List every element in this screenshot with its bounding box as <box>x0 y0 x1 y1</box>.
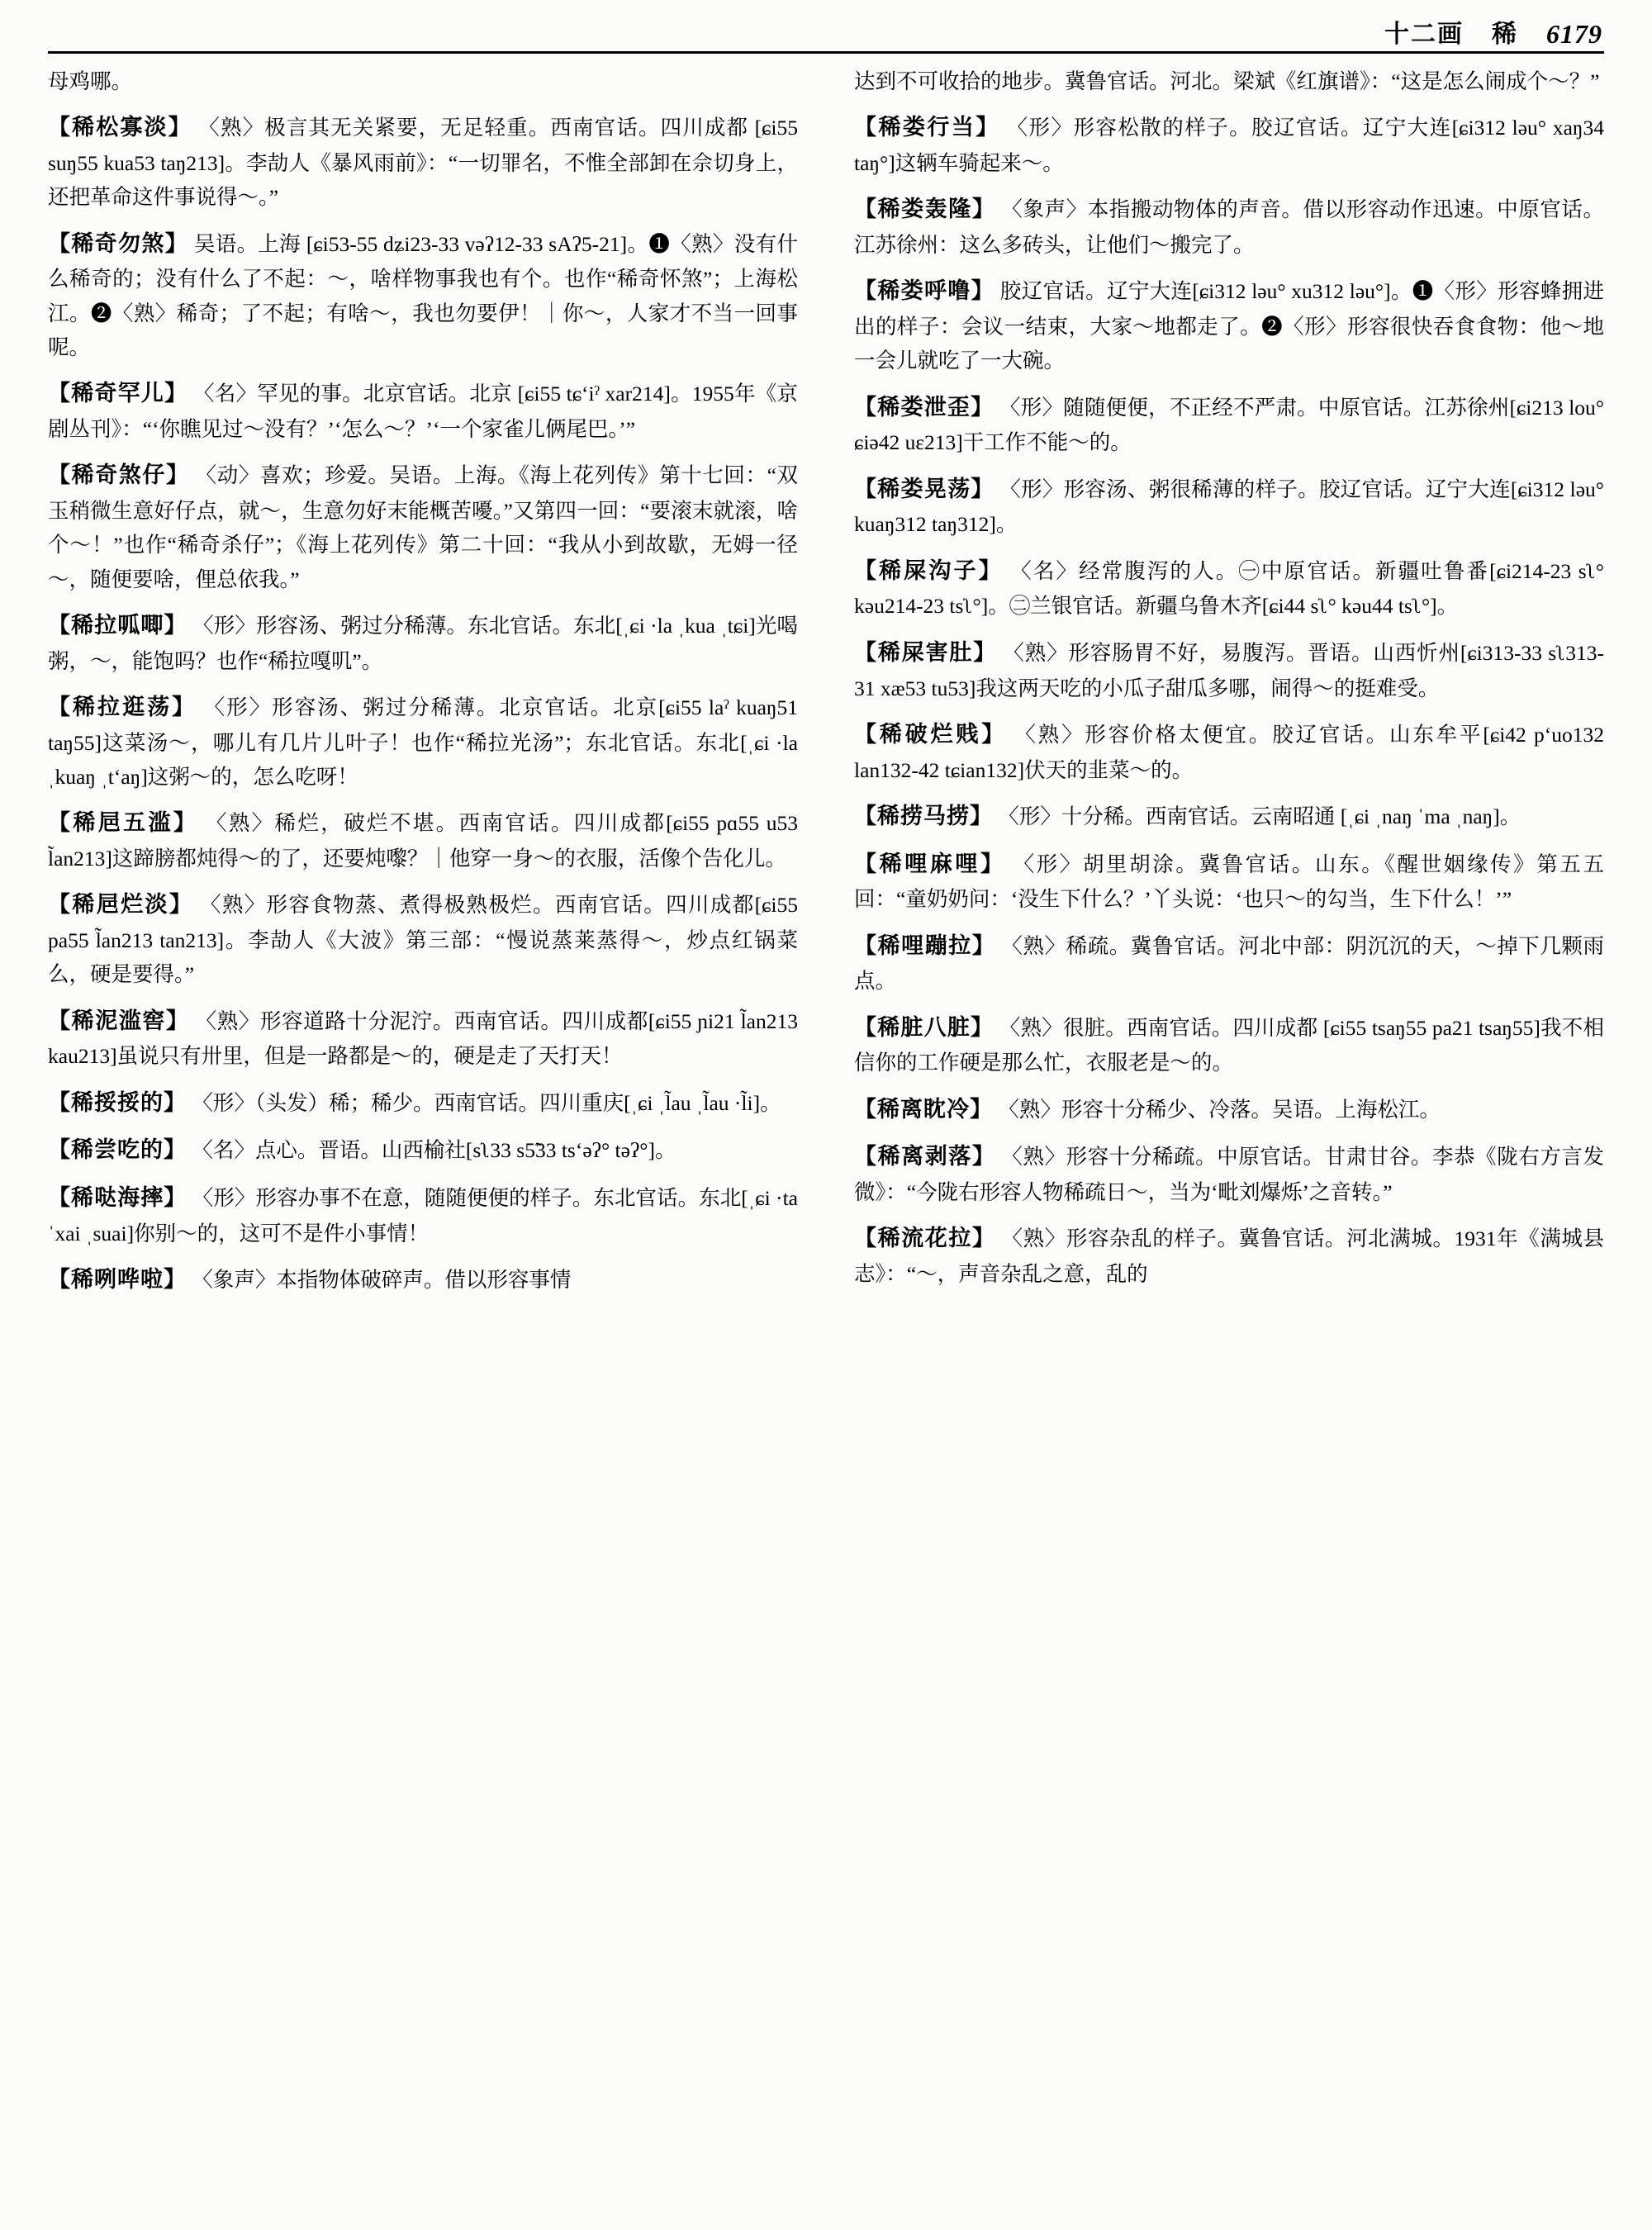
entry-headword: 【稀㞎烂淡】 <box>48 892 194 918</box>
dictionary-entry <box>48 1262 798 1298</box>
dictionary-entry <box>854 928 1604 999</box>
entry-headword: 【稀㞎五滥】 <box>48 810 199 836</box>
entry-headword: 【稀尝吃的】 <box>48 1137 187 1163</box>
dictionary-entry <box>48 1004 798 1074</box>
entry-body: 〈动〉喜欢；珍爱。吴语。上海。《海上花列传》第十七回：“双玉稍微生意好仔点，就～，生意勿好末能概苦嚘。”又第四一回：“要滚末就滚，啥个～！”也作“稀奇杀仔”；《海上花列传》第二十回：“我从小到故歇，无姆一径～，随便要啥，俚总依我。” <box>48 463 799 591</box>
entry-headword: 【稀流花拉】 <box>854 1226 996 1251</box>
dictionary-entry <box>854 110 1604 180</box>
entry-body: 〈形〉随随便便，不正经不严肃。中原官话。江苏徐州[ɕi213 lou° ɕiə42 uɛ213]干工作不能～的。 <box>854 395 1604 455</box>
dictionary-entry <box>48 1085 798 1122</box>
entry-headword: 【稀奇罕儿】 <box>48 381 188 406</box>
entry-body: 〈熟〉极言其无关紧要，无足轻重。西南官话。四川成都 [ɕi55 suŋ55 kua53 taŋ213]。李劼人《暴风雨前》：“一切罪名，不惟全部卸在佘切身上，还把革命这件事说得～。” <box>48 116 799 210</box>
entry-headword: 【稀娄行当】 <box>854 115 1000 140</box>
entry-body: 〈形〉形容松散的样子。胶辽官话。辽宁大连[ɕi312 ləu° xaŋ34 taŋ°]这辆车骑起来～。 <box>854 116 1604 176</box>
header-rule <box>48 51 1604 54</box>
entry-body: 〈形〉形容汤、粥过分稀薄。北京官话。北京[ɕi55 laˀ kuaŋ51 taŋ55]这菜汤～，哪儿有几片儿叶子！也作“稀拉光汤”；东北官话。东北[ˌɕi ·la ˌkuaŋ ˌtʻaŋ]这粥～的，怎么吃呀！ <box>48 695 798 789</box>
dictionary-entry <box>48 805 798 875</box>
entry-body: 胶辽官话。辽宁大连[ɕi312 ləu° xu312 ləu°]。❶〈形〉形容蜂拥进出的样子：会议一结束，大家～地都走了。❷〈形〉形容很快吞食食物：他～地一会儿就吃了一大碗。 <box>854 279 1604 373</box>
dictionary-entry <box>854 847 1604 917</box>
entry-body: 〈名〉经常腹泻的人。㊀中原官话。新疆吐鲁番[ɕi214-23 sʅ° kəu214-23 tsʅ°]。㊁兰银官话。新疆乌鲁木齐[ɕi44 sʅ° kəu44 tsʅ°]。 <box>854 558 1604 619</box>
dictionary-entry <box>854 635 1604 705</box>
entry-headword: 【稀咧哗啦】 <box>48 1267 187 1293</box>
entry-body: 〈象声〉本指搬动物体的声音。借以形容动作迅速。中原官话。江苏徐州：这么多砖头，让他们～搬完了。 <box>854 197 1604 258</box>
entry-headword: 【稀松寡淡】 <box>48 115 192 140</box>
entry-headword: 【稀屎沟子】 <box>854 558 1004 583</box>
entry-body: 〈熟〉稀烂，破烂不堪。西南官话。四川成都[ɕi55 pɑ55 u53 l̃an213]这蹄膀都炖得～的了，还要炖嚟？｜他穿一身～的衣服，活像个告化儿。 <box>48 811 799 871</box>
dictionary-entry <box>854 1010 1604 1080</box>
entry-body: 〈熟〉形容杂乱的样子。冀鲁官话。河北满城。1931年《满城县志》：“～，声音杂乱之意，乱的 <box>854 1226 1604 1287</box>
entry-body: 〈形〉胡里胡涂。冀鲁官话。山东。《醒世姻缘传》第五五回：“童奶奶问：‘没生下什么？’丫头说：‘也只～的勾当，生下什么！’” <box>854 852 1604 912</box>
dictionary-entry <box>48 887 798 991</box>
dictionary-entry <box>854 192 1604 262</box>
dictionary-entry <box>48 1180 798 1250</box>
entry-body: 〈形〉形容汤、粥很稀薄的样子。胶辽官话。辽宁大连[ɕi312 ləu° kuaŋ312 taŋ312]。 <box>854 477 1604 537</box>
entry-body: 〈熟〉形容食物蒸、煮得极熟极烂。西南官话。四川成都[ɕi55 pa55 l̃an213 tan213]。李劼人《大波》第三部：“慢说蒸莱蒸得～，炒点红锅菜么，硬是要得。” <box>48 893 799 987</box>
page-header <box>50 12 1602 50</box>
entry-headword: 【稀破烂贱】 <box>854 721 1008 747</box>
carryover-body: 达到不可收拾的地步。冀鲁官话。河北。梁斌《红旗谱》：“这是怎么闹成个～？” <box>854 69 1600 93</box>
entry-headword: 【稀屎害肚】 <box>854 639 998 665</box>
entry-headword: 【稀拉呱唧】 <box>48 612 188 638</box>
entry-headword: 【稀哩蹦拉】 <box>854 932 996 958</box>
dictionary-entry <box>48 608 798 678</box>
dictionary-entry <box>48 376 798 446</box>
entry-headword: 【稀奇煞仔】 <box>48 463 190 488</box>
dictionary-entry <box>854 390 1604 460</box>
carryover-text <box>48 64 798 98</box>
entry-headword: 【稀捞马捞】 <box>854 803 993 828</box>
dictionary-entry <box>854 472 1604 542</box>
entry-headword: 【稀娄呼噜】 <box>854 278 995 304</box>
entry-body: 〈形〉形容汤、粥过分稀薄。东北官话。东北[ˌɕi ·la ˌkua ˌtɕi]光喝粥，～，能饱吗？也作“稀拉嘎叽”。 <box>48 613 799 673</box>
entry-body: 〈形〉形容办事不在意，随随便便的样子。东北官话。东北[ˌɕi ·ta ˈxai ˌsuai]你别～的，这可不是件小事情！ <box>48 1186 799 1245</box>
entry-body: 〈熟〉形容十分稀少、冷落。吴语。上海松江。 <box>998 1097 1441 1122</box>
right-column <box>826 64 1604 2222</box>
dictionary-entry <box>48 690 798 794</box>
entry-headword: 【稀奇勿煞】 <box>48 230 189 256</box>
entry-body: 〈形〉（头发）稀；稀少。西南官话。四川重庆[ˌɕi ˌl̃au ˌl̃au ·l̃i]。 <box>192 1090 781 1115</box>
dictionary-entry <box>48 458 798 596</box>
dictionary-entry <box>854 1221 1604 1291</box>
carryover-body: 母鸡哪。 <box>48 69 133 93</box>
dictionary-entry <box>48 1132 798 1169</box>
header-chapter: 十二画 <box>1384 21 1464 48</box>
entry-body: 〈熟〉稀疏。冀鲁官话。河北中部：阴沉沉的天，～掉下几颗雨点。 <box>854 933 1604 994</box>
entry-headword: 【稀哩麻哩】 <box>854 851 1006 876</box>
entry-headword: 【稀离剥落】 <box>854 1144 996 1170</box>
dictionary-entry <box>854 799 1604 835</box>
entry-headword: 【稀脏八脏】 <box>854 1014 995 1040</box>
entry-headword: 【稀挼挼的】 <box>48 1089 187 1115</box>
entry-body: 吴语。上海 [ɕi53-55 dʑi23-33 vəʔ12-33 sAʔ5-21]。❶〈熟〉没有什么稀奇的；没有什么了不起：～，啥样物事我也有个。也作“稀奇怀煞”；上海松江。❷〈熟〉稀奇；了不起；有啥～，我也勿要伊！｜你～，人家才不当一回事呢。 <box>48 231 798 359</box>
entry-body: 〈名〉罕见的事。北京官话。北京 [ɕi55 tɕʻiˀ xar214]。1955年《京剧丛刊》：“‘你瞧见过～没有？’‘怎么～？’‘一个家雀儿俩尾巴。’” <box>48 382 798 441</box>
entry-body: 〈名〉点心。晋语。山西榆社[sʅ33 s5̃33 tsʻəʔ° təʔ°]。 <box>192 1138 676 1163</box>
left-column <box>48 64 826 2222</box>
page-columns <box>48 64 1604 2222</box>
dictionary-entry <box>48 110 798 214</box>
entry-headword: 【稀娄晃荡】 <box>854 476 995 501</box>
header-word: 稀 <box>1492 21 1518 48</box>
entry-headword: 【稀泥滥窖】 <box>48 1008 190 1033</box>
entry-body: 〈熟〉形容十分稀疏。中原官话。甘肃甘谷。李恭《陇右方言发微》：“今陇右形容人物稀疏日～，当为‘毗刘爆烁’之音转。” <box>854 1145 1604 1205</box>
header-page-number: 6179 <box>1546 19 1602 49</box>
entry-headword: 【稀哒海摔】 <box>48 1185 188 1211</box>
entry-body: 〈熟〉很脏。西南官话。四川成都 [ɕi55 tsaŋ55 pa21 tsaŋ55]我不相信你的工作硬是那么忙，衣服老是～的。 <box>854 1015 1604 1075</box>
entry-body: 〈形〉十分稀。西南官话。云南昭通 [ˌɕi ˌnaŋ ˈma ˌnaŋ]。 <box>998 804 1521 828</box>
entry-body: 〈熟〉形容道路十分泥泞。西南官话。四川成都[ɕi55 ɲi21 l̃an213 kau213]虽说只有卅里，但是一路都是～的，硬是走了天打天！ <box>48 1008 799 1069</box>
carryover-text <box>854 64 1604 98</box>
dictionary-entry <box>854 717 1604 787</box>
entry-body: 〈熟〉形容肠胃不好，易腹泻。晋语。山西忻州[ɕi313-33 sʅ313-31 xæ53 tu53]我这两天吃的小瓜子甜瓜多哪，闹得～的挺难受。 <box>854 640 1604 700</box>
entry-body: 〈象声〉本指物体破碎声。借以形容事情 <box>192 1268 572 1293</box>
dictionary-entry <box>854 553 1604 624</box>
entry-headword: 【稀拉逛荡】 <box>48 694 197 719</box>
entry-headword: 【稀娄泄歪】 <box>854 394 995 420</box>
entry-body: 〈熟〉形容价格太便宜。胶辽官话。山东牟平[ɕi42 pʻuo132 lan132-42 tɕian132]伏天的韭菜～的。 <box>854 722 1604 782</box>
entry-headword: 【稀离眈冷】 <box>854 1096 993 1122</box>
dictionary-entry <box>854 1139 1604 1209</box>
dictionary-entry <box>48 226 798 365</box>
dictionary-entry <box>854 273 1604 377</box>
entry-headword: 【稀娄轰隆】 <box>854 197 996 222</box>
dictionary-entry <box>854 1092 1604 1128</box>
